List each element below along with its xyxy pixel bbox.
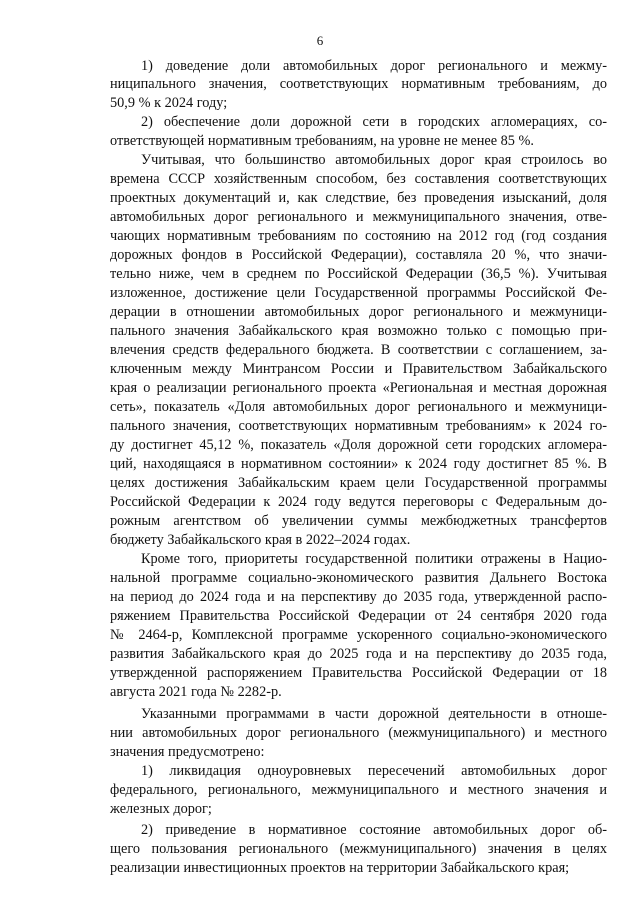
text-line: 50,9 % к 2024 году;	[110, 95, 228, 111]
text-line: 2) обеспечение доли дорожной сети в городских агломерациях, со-	[141, 114, 607, 130]
text-line: ду достигнет 45,12 %, показатель «Доля дорожной сети городских агломера-	[110, 437, 607, 453]
text-line: на период до 2024 года и на перспективу до 2035 года, утвержденной распо-	[110, 589, 607, 605]
text-line: автомобильных дорог регионального и межмуниципального значения, отве-	[110, 209, 607, 225]
text-line: щего пользования регионального (межмуниципального) значения в целях	[110, 841, 607, 857]
text-line: Российской Федерации к 2024 году ведутся переговоры с Федеральным до-	[110, 494, 607, 510]
text-line: ряжением Правительства Российской Федерации от 24 сентября 2020 года	[110, 608, 607, 624]
text-line: целях достижения Забайкальским краем цели Государственной программы	[110, 475, 607, 491]
text-line: значения предусмотрено:	[110, 744, 265, 760]
text-line: дерации в отношении автомобильных дорог регионального и межмуници-	[110, 304, 607, 320]
text-line: сеть», показатель «Доля автомобильных дорог регионального и межмуници-	[110, 399, 607, 415]
text-line: нии автомобильных дорог регионального (межмуниципального) и местного	[110, 725, 607, 741]
text-line: Указанными программами в части дорожной деятельности в отноше-	[141, 706, 607, 722]
text-line: чающих нормативным требованиям по состоянию на 2012 год (год создания	[110, 228, 607, 244]
text-line: утвержденной распоряжением Правительства Российской Федерации от 18	[110, 665, 607, 681]
text-line: ций, находящаяся в нормативном состоянии» к 2024 году достигнет 85 %. В	[110, 456, 607, 472]
text-line: пального значения, соответствующих нормативным требованиям» к 2024 го-	[110, 418, 607, 434]
text-line: 2) приведение в нормативное состояние автомобильных дорог об-	[141, 822, 607, 838]
text-line: нальной программе социально-экономического развития Дальнего Востока	[110, 570, 607, 586]
text-line: № 2464-р, Комплексной программе ускоренного социально-экономического	[110, 627, 607, 643]
text-line: августа 2021 года № 2282-р.	[110, 684, 282, 700]
text-line: дорожных фондов в Российской Федерации), составляла 20 %, что значи-	[110, 247, 607, 263]
text-line: реализации инвестиционных проектов на территории Забайкальского края;	[110, 860, 570, 876]
text-line: проектных документаций и, как следствие, без проведения изысканий, доля	[110, 190, 607, 206]
text-line: Учитывая, что большинство автомобильных дорог края строилось во	[141, 152, 607, 168]
text-line: тельно ниже, чем в среднем по Российской Федерации (36,5 %). Учитывая	[110, 266, 607, 282]
text-line: федерального, регионального, межмуниципального и местного значения и	[110, 782, 607, 798]
text-line: изложенное, достижение цели Государственной программы Российской Фе-	[110, 285, 607, 301]
text-line: влечения средств федерального бюджета. В соответствии с соглашением, за-	[110, 342, 607, 358]
text-line: ответствующей нормативным требованиям, на уровне не менее 85 %.	[110, 133, 534, 149]
text-line: ключенным между Минтрансом России и Правительством Забайкальского	[110, 361, 607, 377]
text-line: Кроме того, приоритеты государственной политики отражены в Нацио-	[141, 551, 607, 567]
text-line: времена СССР хозяйственным способом, без составления соответствующих	[110, 171, 607, 187]
text-line: бюджету Забайкальского края в 2022–2024 годах.	[110, 532, 411, 548]
text-line: края о реализации регионального проекта «Региональная и местная дорожная	[110, 380, 607, 396]
text-line: пального значения Забайкальского края возможно только с помощью при-	[110, 323, 607, 339]
text-line: 1) доведение доли автомобильных дорог регионального и межму-	[141, 58, 607, 74]
page-number: 6	[316, 33, 324, 48]
text-line: рожным агентством об увеличении суммы межбюджетных трансфертов	[110, 513, 607, 529]
text-line: железных дорог;	[110, 801, 212, 817]
text-line: 1) ликвидация одноуровневых пересечений автомобильных дорог	[141, 763, 607, 779]
text-line: развития Забайкальского края до 2025 года и на перспективу до 2035 года,	[110, 646, 607, 662]
text-line: ниципального значения, соответствующих нормативным требованиям, до	[110, 76, 607, 92]
